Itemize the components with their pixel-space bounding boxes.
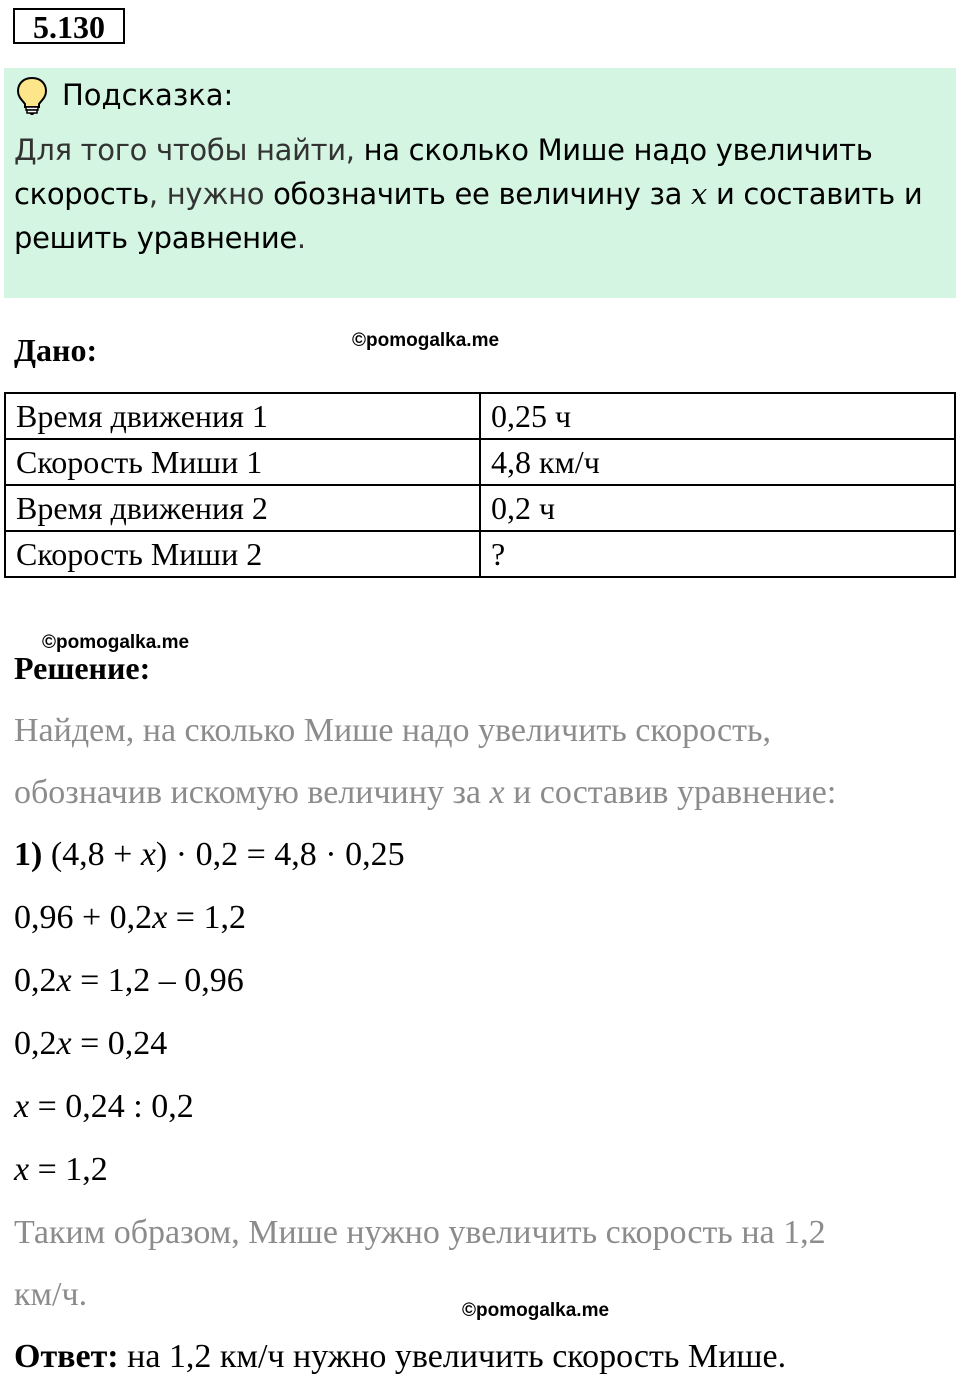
hint-part: . — [296, 221, 306, 255]
answer-line — [14, 1338, 786, 1376]
text-part: ) · 0,2 = 4,8 · 0,25 — [155, 836, 405, 873]
text-part: = 1,2 – 0,96 — [71, 962, 244, 999]
given-value: 0,25 ч — [480, 393, 955, 439]
watermark: ©pomogalka.me — [42, 632, 190, 653]
table-row — [5, 439, 955, 485]
equation-line — [14, 1088, 194, 1126]
hint-part: Для того чтобы найти, — [14, 133, 364, 167]
text-part: 0,2 — [14, 1025, 57, 1062]
variable: x — [489, 774, 505, 811]
hint-part: , нужно — [148, 177, 274, 211]
given-label: Скорость Миши 2 — [5, 531, 480, 577]
variable: x — [56, 962, 72, 999]
answer-text: на 1,2 км/ч нужно увеличить скорость Мише. — [118, 1338, 787, 1375]
text-part: и составив уравнение: — [504, 774, 837, 811]
hint-text — [14, 128, 944, 260]
hint-title: Подсказка: — [62, 78, 234, 112]
watermark: ©pomogalka.me — [352, 330, 500, 351]
variable: x — [14, 1088, 30, 1125]
given-value: 0,2 ч — [480, 485, 955, 531]
hint-part: и составить и решить уравнение — [14, 177, 923, 255]
text-part: = 1,2 — [167, 899, 246, 936]
solution-intro: Найдем, на сколько Мише надо увеличить скорость, — [14, 712, 771, 749]
lightbulb-icon — [15, 76, 49, 116]
text-part: 0,2 — [14, 962, 57, 999]
given-label: Время движения 1 — [5, 393, 480, 439]
hint-part: обозначить ее величину за — [273, 177, 691, 211]
given-heading: Дано: — [14, 332, 98, 368]
text-part: = 1,2 — [29, 1151, 108, 1188]
watermark: ©pomogalka.me — [462, 1300, 610, 1321]
hint-part: на сколько Мише надо увеличить скорость — [14, 133, 873, 211]
given-value: ? — [480, 531, 955, 577]
given-label: Скорость Миши 1 — [5, 439, 480, 485]
equation-line — [14, 836, 405, 874]
equation-line — [14, 899, 246, 937]
equation-line — [14, 1151, 108, 1189]
text-part: обозначив искомую величину за — [14, 774, 490, 811]
equation-line — [14, 1025, 167, 1063]
text-part: = 0,24 : 0,2 — [29, 1088, 194, 1125]
problem-number: 5.130 — [13, 8, 125, 44]
variable: x — [56, 1025, 72, 1062]
given-label: Время движения 2 — [5, 485, 480, 531]
solution-intro — [14, 774, 836, 812]
hint-variable: x — [690, 177, 708, 211]
solution-heading: Решение: — [14, 650, 151, 686]
variable: x — [152, 899, 168, 936]
table-row — [5, 531, 955, 577]
given-table — [4, 392, 956, 578]
variable: x — [140, 836, 156, 873]
conclusion: Таким образом, Мише нужно увеличить скорость на 1,2 — [14, 1214, 826, 1251]
given-value: 4,8 км/ч — [480, 439, 955, 485]
table-row — [5, 485, 955, 531]
text-part: = 0,24 — [71, 1025, 168, 1062]
variable: x — [14, 1151, 30, 1188]
step-label: 1) — [14, 836, 43, 873]
conclusion: км/ч. — [14, 1276, 88, 1313]
text-part: (4,8 + — [42, 836, 141, 873]
text-part: 0,96 + 0,2 — [14, 899, 153, 936]
table-row — [5, 393, 955, 439]
answer-label: Ответ: — [14, 1338, 119, 1375]
equation-line — [14, 962, 244, 1000]
